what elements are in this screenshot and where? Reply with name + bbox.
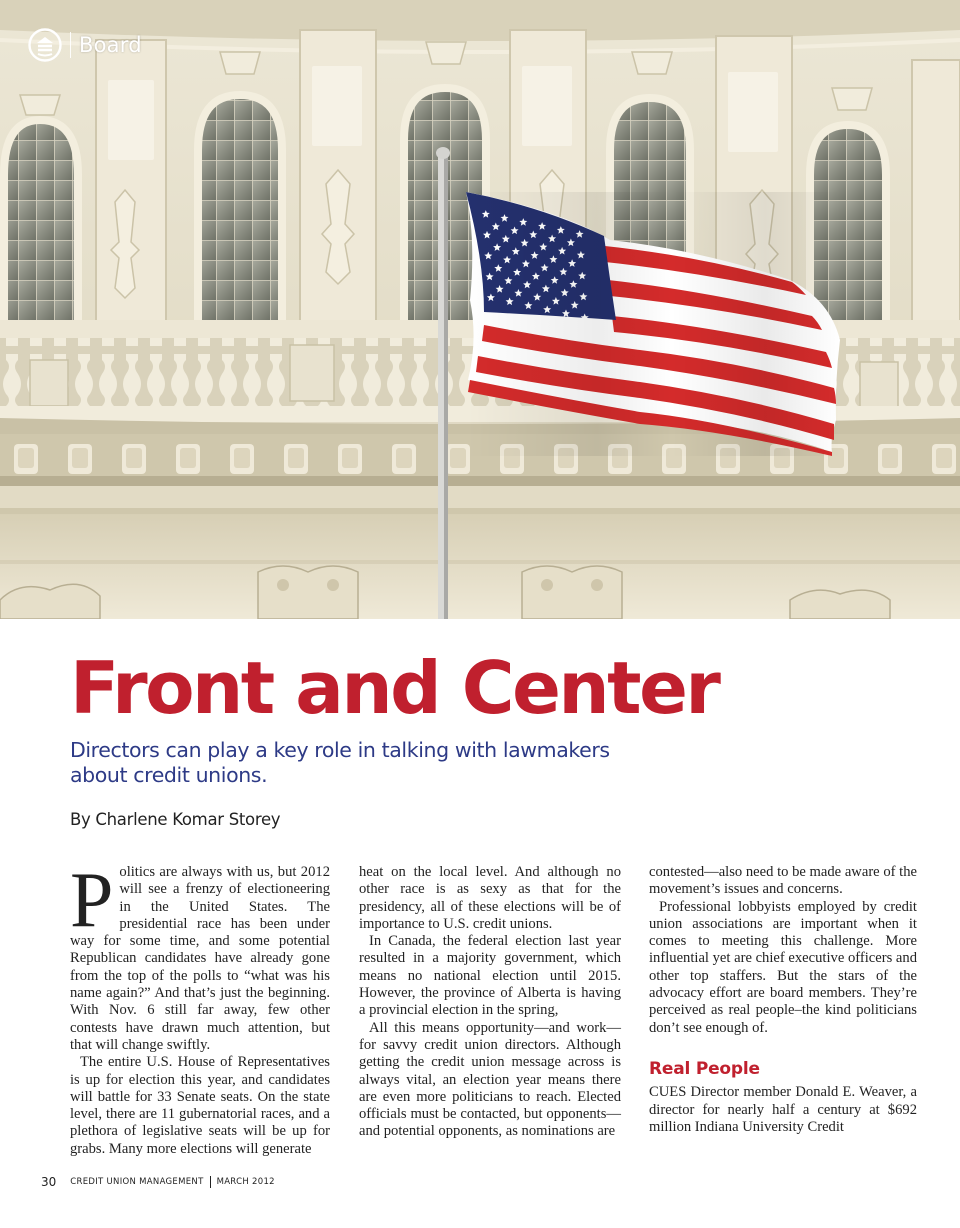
page-number: 30 bbox=[41, 1175, 57, 1189]
body-paragraph: All this means opportunity—and work—for savvy credit union directors. Although getting the credit union message across is always vital, an election year means there are even more politicians to reach. Elected officials must be contacted, but opponents—and potential opponents, as nominations are bbox=[359, 1019, 621, 1140]
section-label: Board bbox=[79, 33, 142, 57]
footer-divider bbox=[210, 1176, 211, 1188]
article-byline: By Charlene Komar Storey bbox=[70, 810, 281, 829]
american-flag bbox=[466, 192, 840, 456]
body-paragraph: CUES Director member Donald E. Weaver, a director for nearly half a century at $692 million Indiana University Credit bbox=[649, 1084, 917, 1135]
section-tag bbox=[28, 28, 142, 62]
body-column-1 bbox=[70, 856, 330, 1158]
drop-cap: P bbox=[70, 856, 114, 943]
issue-date: MARCH 2012 bbox=[216, 1177, 275, 1187]
article-deck: Directors can play a key role in talking with lawmakers about credit unions. bbox=[70, 738, 610, 787]
body-paragraph: heat on the local level. And although no other race is as sexy as that for the presidency, all of these elections will be of importance to U.S. credit unions. bbox=[359, 864, 621, 932]
body-paragraph: In Canada, the federal election last year resulted in a majority government, which means no national election until 2015. However, the province of Alberta is having a provincial election in the spring, bbox=[359, 933, 621, 1019]
tag-divider bbox=[70, 32, 71, 58]
body-paragraph: Professional lobbyists employed by credit union associations are important when it comes to meeting this challenge. More influential yet are chief executive officers and other top staffers. But the stars of the advocacy effort are board members. They’re perceived as real people–the kind politicians don’t see enough of. bbox=[649, 898, 917, 1036]
cues-logo-icon bbox=[28, 28, 62, 62]
body-paragraph: The entire U.S. House of Representatives is up for election this year, and candidates will battle for 33 Senate seats. On the state level, there are 11 gubernatorial races, and a plethora of legislative seats will be up for grabs. Many more elections will generate bbox=[70, 1054, 330, 1157]
subhead-real-people: Real People bbox=[649, 1058, 760, 1079]
body-paragraph: olitics are always with us, but 2012 will see a frenzy of electioneering in the United States. The presidential race has been under way for some time, and some potential Republican candidates have already gone from the top of the polls to “what was his name again?” And that’s just the beginning. With Nov. 6 still far away, few other contests have drawn much attention, but that will change swiftly. bbox=[70, 864, 330, 1053]
page-footer bbox=[41, 1175, 275, 1189]
body-paragraph: contested—also need to be made aware of the movement’s issues and concerns. bbox=[649, 864, 917, 898]
publication-name: CREDIT UNION MANAGEMENT bbox=[70, 1177, 204, 1187]
body-column-3 bbox=[649, 864, 917, 1136]
body-column-2 bbox=[359, 864, 621, 1141]
article-title: Front and Center bbox=[70, 646, 719, 730]
